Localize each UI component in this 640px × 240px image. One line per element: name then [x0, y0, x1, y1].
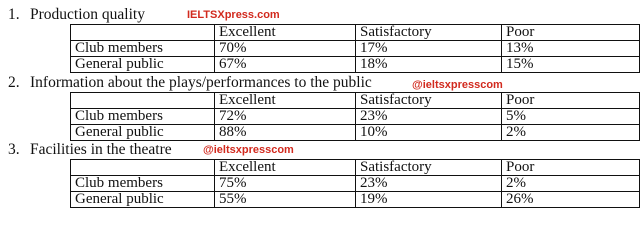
row-label: General public [71, 57, 215, 73]
satisfactory-cell: 18% [356, 57, 502, 73]
section-2-table [70, 92, 640, 141]
section-3-table [70, 159, 640, 208]
excellent-cell: 72% [215, 109, 356, 125]
row-label: Club members [71, 176, 215, 192]
satisfactory-cell: 23% [356, 109, 502, 125]
section-number: 3. [8, 141, 20, 158]
header-cell: Excellent [215, 25, 356, 41]
section-1-heading [8, 6, 145, 24]
watermark: @ieltsxpresscom [412, 79, 503, 91]
table-header-row [71, 25, 640, 41]
watermark: @ieltsxpresscom [203, 144, 294, 156]
section-1-table [70, 24, 640, 73]
poor-cell: 26% [502, 192, 640, 208]
satisfactory-cell: 17% [356, 41, 502, 57]
header-cell: Satisfactory [356, 160, 502, 176]
section-2-heading [8, 74, 372, 92]
satisfactory-cell: 23% [356, 176, 502, 192]
poor-cell: 2% [502, 125, 640, 141]
excellent-cell: 55% [215, 192, 356, 208]
section-number: 2. [8, 74, 20, 91]
poor-cell: 13% [502, 41, 640, 57]
poor-cell: 15% [502, 57, 640, 73]
header-cell: Excellent [215, 160, 356, 176]
section-number: 1. [8, 6, 20, 23]
excellent-cell: 70% [215, 41, 356, 57]
header-cell: Poor [502, 160, 640, 176]
row-label: General public [71, 125, 215, 141]
excellent-cell: 75% [215, 176, 356, 192]
section-title: Facilities in the theatre [30, 141, 172, 158]
header-cell: Satisfactory [356, 25, 502, 41]
row-label: General public [71, 192, 215, 208]
watermark: IELTSXpress.com [187, 9, 280, 21]
table-row [71, 57, 640, 73]
table-row [71, 192, 640, 208]
header-cell [71, 93, 215, 109]
table-row [71, 109, 640, 125]
header-cell: Excellent [215, 93, 356, 109]
header-cell [71, 160, 215, 176]
excellent-cell: 67% [215, 57, 356, 73]
row-label: Club members [71, 109, 215, 125]
row-label: Club members [71, 41, 215, 57]
header-cell [71, 25, 215, 41]
poor-cell: 2% [502, 176, 640, 192]
table-row [71, 176, 640, 192]
satisfactory-cell: 10% [356, 125, 502, 141]
table-row [71, 125, 640, 141]
section-title: Information about the plays/performances to the public [30, 74, 372, 91]
header-cell: Poor [502, 25, 640, 41]
poor-cell: 5% [502, 109, 640, 125]
table-header-row [71, 93, 640, 109]
excellent-cell: 88% [215, 125, 356, 141]
header-cell: Poor [502, 93, 640, 109]
section-3-heading [8, 141, 172, 159]
table-header-row [71, 160, 640, 176]
section-title: Production quality [30, 6, 145, 23]
header-cell: Satisfactory [356, 93, 502, 109]
satisfactory-cell: 19% [356, 192, 502, 208]
table-row [71, 41, 640, 57]
